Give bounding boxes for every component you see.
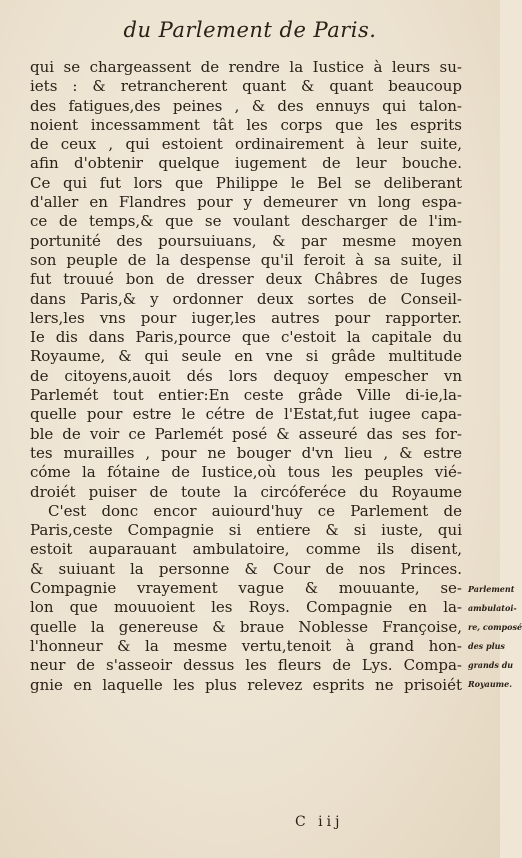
text-line: ble de voir ce Parlemét posé & asseuré das ses for- (30, 424, 462, 443)
text-line: Paris,ceste Compagnie si entiere & si iuste, qui (30, 521, 462, 540)
text-line: d'aller en Flandres pour y demeurer vn long espa- (30, 193, 462, 212)
text-line: noient incessamment tât les corps que les esprits (30, 115, 462, 134)
text-line: gnie en laquelle les plus relevez esprits ne prisoiét (30, 675, 462, 694)
margin-note: Parlement (468, 584, 515, 594)
margin-notes (468, 580, 522, 694)
text-line: son peuple de la despense qu'il feroit à sa suite, il (30, 250, 462, 269)
text-line: afin d'obtenir quelque iugement de leur bouche. (30, 154, 462, 173)
margin-note: Royaume. (468, 679, 512, 689)
text-line: dans Paris,& y ordonner deux sortes de Conseil- (30, 289, 462, 308)
text-line: fut trouué bon de dresser deux Châbres de Iuges (30, 270, 462, 289)
text-line: de ceux , qui estoient ordinairement à leur suite, (30, 135, 462, 154)
text-line: qui se chargeassent de rendre la Iustice à leurs su- (30, 58, 462, 76)
text-line: quelle la genereuse & braue Noblesse Françoise, (30, 617, 462, 636)
signature-mark: C iij (295, 814, 344, 830)
text-line: quelle pour estre le cétre de l'Estat,fut iugee capa- (30, 405, 462, 424)
text-line: & suiuant la personne & Cour de nos Princes. (30, 559, 462, 578)
margin-note: re, composé (468, 622, 522, 632)
text-line: Ie dis dans Paris,pource que c'estoit la capitale du (30, 328, 462, 347)
text-line: Ce qui fut lors que Philippe le Bel se deliberant (30, 173, 462, 192)
text-line: ce de temps,& que se voulant descharger de l'im- (30, 212, 462, 231)
running-head: du Parlement de Paris. (123, 18, 377, 42)
text-line: des fatigues,des peines , & des ennuys qui talon- (30, 96, 462, 115)
text-line: de citoyens,auoit dés lors dequoy empescher vn (30, 366, 462, 385)
text-line: Parlemét tout entier:En ceste grâde Ville di-ie,la- (30, 386, 462, 405)
text-line: iets : & retrancherent quant & quant beaucoup (30, 77, 462, 96)
text-line: estoit auparauant ambulatoire, comme ils disent, (30, 540, 462, 559)
text-line: cóme la fótaine de Iustice,où tous les peuples vié- (30, 463, 462, 482)
text-line: lon que mouuoient les Roys. Compagnie en la- (30, 598, 462, 617)
text-line: tes murailles , pour ne bouger d'vn lieu , & estre (30, 443, 462, 462)
text-line: Royaume, & qui seule en vne si grâde multitude (30, 347, 462, 366)
text-line: Compagnie vrayement vague & mouuante, se- (30, 579, 462, 598)
text-line: lers,les vns pour iuger,les autres pour rapporter. (30, 308, 462, 327)
text-line: portunité des poursuiuans, & par mesme moyen (30, 231, 462, 250)
body-text (30, 58, 462, 695)
margin-note: ambulatoi- (468, 603, 517, 613)
text-line: droiét puiser de toute la circóferéce du Royaume (30, 482, 462, 501)
text-line: l'honneur & la mesme vertu,tenoit à grand hon- (30, 636, 462, 655)
text-line: C'est donc encor auiourd'huy ce Parlement de (48, 501, 462, 520)
margin-note: grands du (468, 660, 514, 670)
margin-note: des plus (468, 641, 505, 651)
text-line: neur de s'asseoir dessus les fleurs de Lys. Compa- (30, 656, 462, 675)
